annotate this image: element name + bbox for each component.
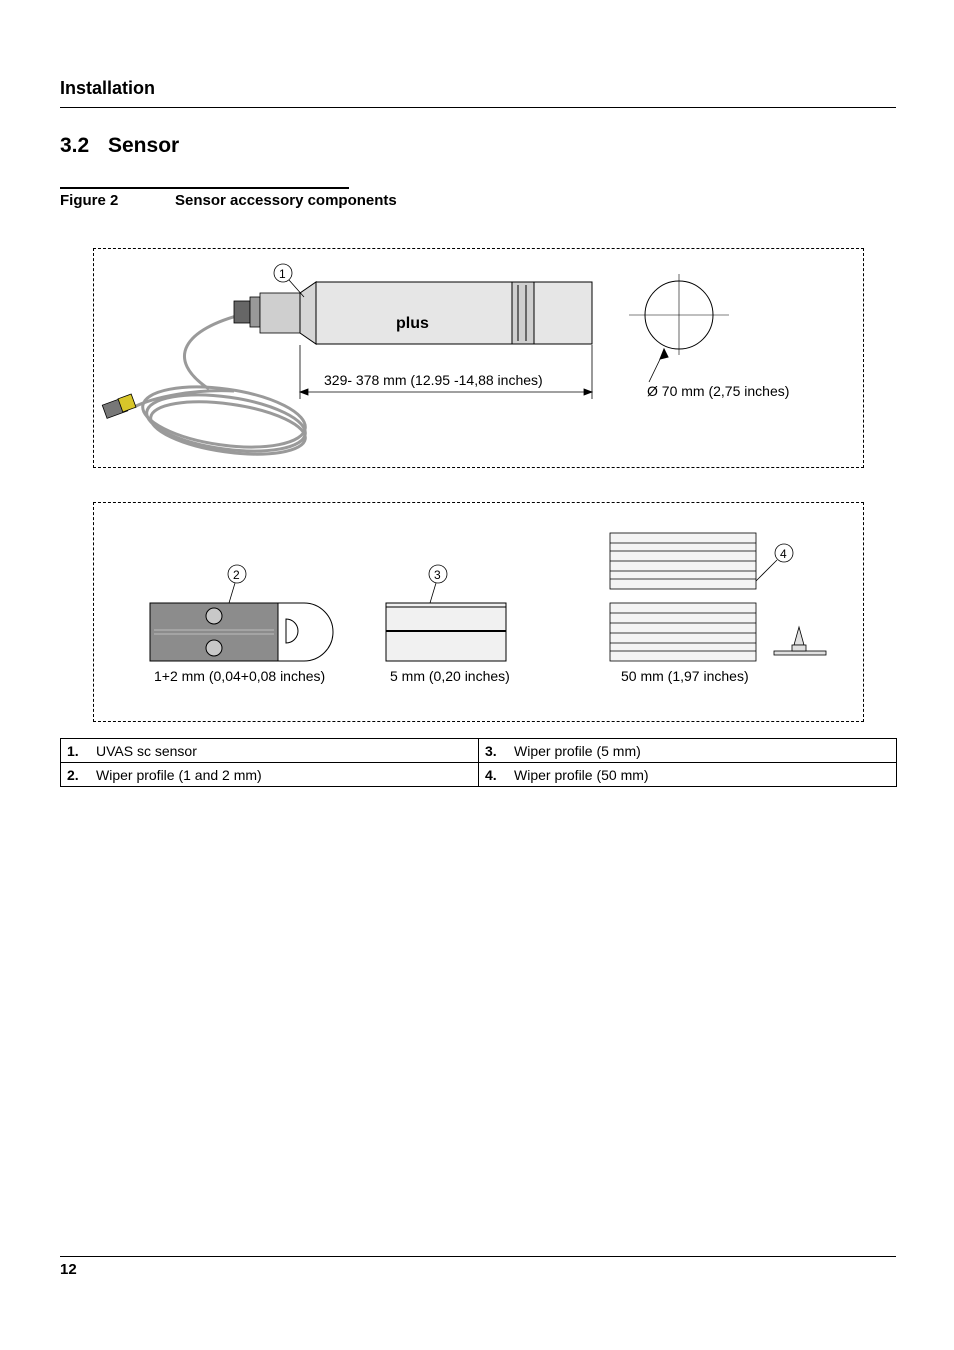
legend-item-text: Wiper profile (1 and 2 mm) — [96, 766, 262, 783]
figure-caption — [60, 192, 397, 209]
legend-row — [61, 739, 897, 763]
callout-3 — [429, 565, 447, 603]
header-divider — [60, 107, 896, 108]
wiper-illustrations — [94, 503, 865, 723]
section-number: 3.2 — [60, 134, 90, 157]
legend-item-number: 2. — [67, 766, 79, 783]
legend-row — [61, 763, 897, 787]
legend-cell — [479, 739, 897, 763]
wiper-profile-2 — [150, 603, 333, 661]
wiper-2-label: 1+2 mm (0,04+0,08 inches) — [154, 668, 326, 684]
legend-item-text: Wiper profile (5 mm) — [514, 742, 641, 759]
wiper-figure-panel — [93, 502, 864, 722]
section-title — [60, 134, 179, 158]
cable-connector — [102, 394, 136, 418]
wiper-profile-3 — [386, 603, 506, 661]
callout-4 — [756, 544, 793, 581]
wiper-4-section — [774, 627, 826, 655]
sensor-cable — [134, 314, 309, 463]
callout-4-number: 4 — [780, 547, 787, 561]
sensor-gland — [234, 293, 300, 333]
sensor-illustration — [94, 249, 865, 469]
legend-cell — [61, 739, 479, 763]
figure-legend-table — [60, 738, 897, 787]
page-number: 12 — [60, 1261, 77, 1278]
diameter-diagram — [629, 274, 729, 382]
wiper-4-label: 50 mm (1,97 inches) — [621, 668, 749, 684]
section-title-text: Sensor — [108, 134, 180, 157]
sensor-body — [300, 282, 592, 344]
legend-item-number: 4. — [485, 766, 497, 783]
callout-2 — [228, 565, 246, 603]
legend-item-number: 1. — [67, 742, 79, 759]
legend-cell — [479, 763, 897, 787]
callout-2-number: 2 — [233, 568, 240, 582]
legend-item-text: UVAS sc sensor — [96, 742, 197, 759]
legend-item-text: Wiper profile (50 mm) — [514, 766, 649, 783]
wiper-profile-4 — [610, 533, 756, 661]
callout-1-number: 1 — [279, 267, 286, 281]
legend-item-number: 3. — [485, 742, 497, 759]
length-label: 329- 378 mm (12.95 -14,88 inches) — [324, 372, 543, 388]
footer-divider — [60, 1256, 896, 1257]
wiper-3-label: 5 mm (0,20 inches) — [390, 668, 510, 684]
sensor-brand-label: plus — [396, 315, 429, 332]
diameter-label: Ø 70 mm (2,75 inches) — [647, 383, 790, 399]
callout-1 — [274, 264, 304, 297]
callout-3-number: 3 — [434, 568, 441, 582]
sensor-figure-panel — [93, 248, 864, 468]
legend-cell — [61, 763, 479, 787]
figure-divider — [60, 187, 349, 189]
section-header: Installation — [60, 78, 156, 98]
figure-caption-text: Sensor accessory components — [175, 192, 397, 209]
figure-number: Figure 2 — [60, 192, 119, 209]
